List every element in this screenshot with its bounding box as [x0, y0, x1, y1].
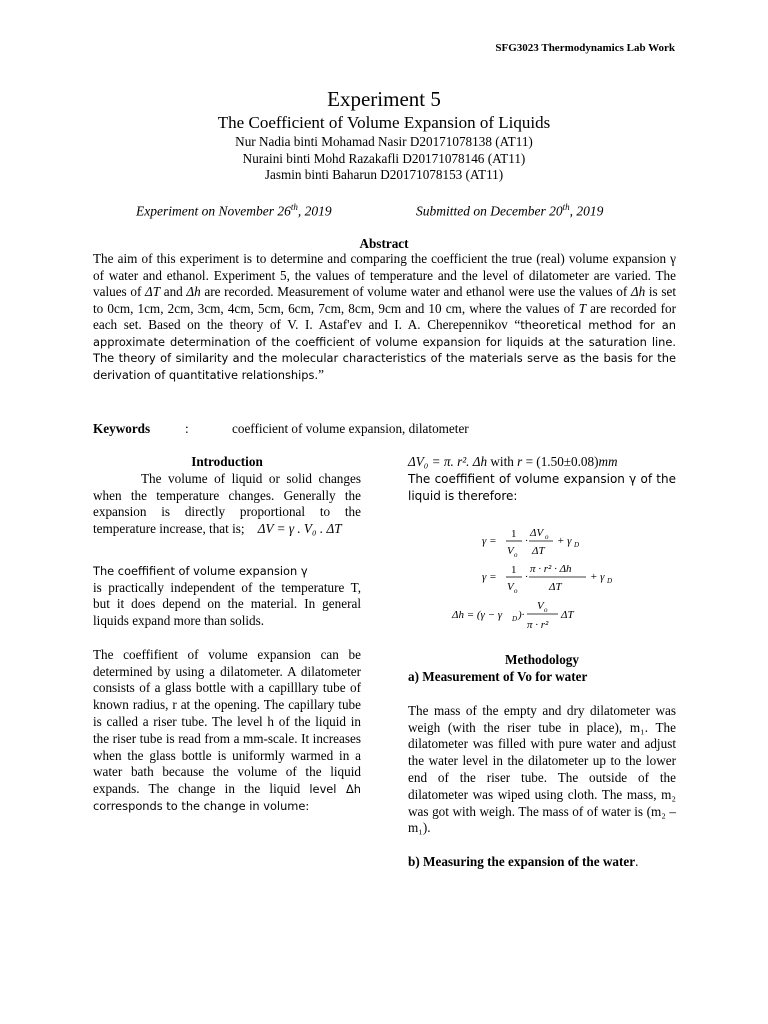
svg-text:o: o — [514, 587, 518, 596]
svg-text:+ γ: + γ — [557, 535, 572, 548]
svg-text:1: 1 — [511, 564, 517, 577]
left-column — [93, 454, 361, 815]
eq-gamma-1: γ = — [482, 535, 497, 548]
svg-text:V: V — [507, 581, 514, 594]
right-column — [408, 454, 676, 871]
svg-text:ΔV: ΔV — [530, 527, 544, 540]
svg-text:π · r² · Δh: π · r² · Δh — [530, 563, 572, 576]
section-b-heading: b) Measuring the expansion of the water. — [408, 853, 639, 869]
author-3: Jasmin binti Baharun D20171078153 (AT11) — [264, 167, 504, 182]
abstract-body: The aim of this experiment is to determine and comparing the coefficient the true (real) volume expansion γ of water and ethanol. Experiment 5, the values of temperature and the level of dilatometer are varied. The values of ΔT and Δh are recorded. Measurement of volume water and ethanol were use the values of Δh is set to 0cm, 1cm, 2cm, 3cm, 4cm, 5cm, 6cm, 7cm, 8cm, 9cm and 10 cm, where the values of T are recorded for each set. Based on the theory of V. I. Astaf'ev and I. A. Cherepennikov “theoretical method for an approximate determination of the coefficient of volume expansion for liquids at the saturation line. The theory of similarity and the molecular characteristics of the materials serve as the basis for the derivation of quantitative relationships.” — [93, 251, 676, 382]
svg-text:π · r²: π · r² — [527, 619, 549, 632]
svg-text:D: D — [607, 577, 613, 586]
svg-text:o: o — [545, 533, 549, 542]
section-a-text: The mass of the empty and dry dilatometer was weigh (with the riser tube in place), m₁. The dilatometer was filled with pure water and adjust the water level in the dilatometer up to the lower end of the riser tube. The outside of the dilatometer was wiped using cloth. The mass, m₂ was got with weigh. The mass of of water is (m₂ – m₁). — [408, 702, 676, 836]
author-list — [0, 134, 768, 184]
svg-text:·: · — [525, 571, 528, 584]
svg-text:ΔT: ΔT — [561, 609, 574, 622]
submitted-date: Submitted on December 20th, 2019 — [416, 202, 604, 219]
methodology-heading: Methodology — [505, 652, 579, 668]
intro-paragraph-1: The volume of liquid or solid changes when the temperature changes. Generally the expansion is directly proportional to the temperature increase, that is; ΔV = γ . V₀ . ΔT — [93, 470, 361, 537]
gamma-intro: The coeffifient of volume expansion γ of the liquid is therefore: — [408, 471, 676, 503]
experiment-title: Experiment 5 — [327, 87, 441, 111]
keywords-value: coefficient of volume expansion, dilatometer — [232, 421, 469, 436]
svg-text:o: o — [514, 551, 518, 560]
author-2: Nuraini binti Mohd Razakafli D20171078146 (AT11) — [242, 150, 526, 166]
experiment-subtitle: The Coefficient of Volume Expansion of Liquids — [217, 113, 551, 132]
section-a-heading: a) Measurement of Vo for water — [408, 669, 588, 685]
gamma-equations — [408, 518, 676, 638]
eq-delta-v: ΔV₀ = π. r². Δh with r = (1.50±0.08)mm — [408, 454, 618, 469]
svg-text:ΔT: ΔT — [532, 545, 545, 558]
introduction-heading: Introduction — [191, 454, 263, 469]
experiment-date: Experiment on November 26th, 2019 — [136, 202, 332, 219]
eq-delta-h: Δh = (γ − γ — [452, 609, 503, 622]
keywords-label: Keywords — [93, 421, 151, 436]
svg-text:D: D — [512, 615, 518, 624]
svg-text:+ γ: + γ — [590, 571, 605, 584]
svg-text:)·: )· — [518, 609, 525, 622]
author-1: Nur Nadia binti Mohamad Nasir D20171078138 (AT11) — [235, 134, 533, 149]
intro-paragraph-2: The coeffifient of volume expansion γ is practically independent of the temperature T, but it does depend on the material. In general liquids expand more than solids. — [93, 563, 361, 629]
svg-text:ΔT: ΔT — [549, 581, 562, 594]
eq-gamma-2: γ = — [482, 571, 497, 584]
svg-text:o: o — [544, 606, 548, 615]
svg-text:D: D — [574, 541, 580, 550]
course-header: SFG3023 Thermodynamics Lab Work — [495, 42, 675, 54]
keywords-colon: : — [185, 421, 189, 436]
svg-text:·: · — [525, 535, 528, 548]
svg-text:V: V — [507, 545, 514, 558]
abstract-heading: Abstract — [359, 236, 409, 251]
svg-text:1: 1 — [511, 528, 517, 541]
svg-text:V: V — [537, 600, 544, 613]
eq-volume-change: ΔV = γ . V₀ . ΔT — [257, 521, 342, 537]
intro-paragraph-3: The coeffifient of volume expansion can be determined by using a dilatometer. A dilatometer consists of a glass bottle with a capilllary tube of known radius, r at the opening. The capillary tube is called a riser tube. The level h of the liquid in the riser tube is read from a mm-scale. It increases when the glass bottle is uniformly warmed in a water bath because the volume of the liquid expands. The change in the liquid level Δh corresponds to the change in volume: — [93, 646, 361, 813]
